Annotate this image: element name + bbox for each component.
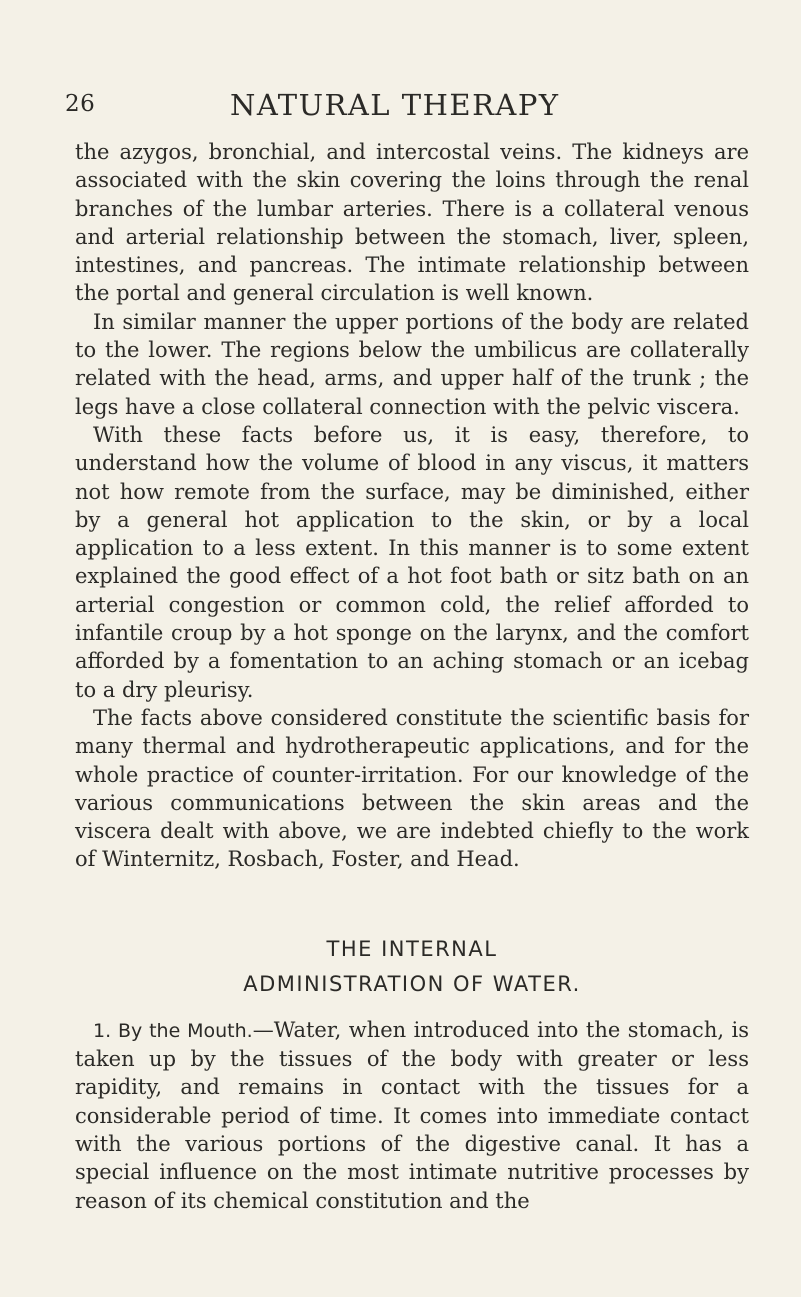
section-paragraph: [75, 1016, 749, 1215]
paragraph-2: In similar manner the upper portions of the body are related to the lower. The regions below the umbilicus are collaterally related with the head, arms, and upper half of the trunk ; the legs have a close collateral connection with the pelvic viscera.: [75, 309, 749, 419]
paragraph-1: the azygos, bronchial, and intercostal veins. The kidneys are associated with the skin covering the loins through the renal branches of the lumbar arteries. There is a collateral venous and arterial relationship between the stomach, liver, spleen, intestines, and pancreas. The intimate relationship between the portal and general circulation is well known.: [75, 140, 749, 306]
running-head: [65, 88, 749, 128]
book-page: [65, 88, 749, 1215]
item-text: —Water, when introduced into the stomach, is taken up by the tissues of the body with greater or less rapidity, and remains in contact with the tissues for a considerable period of time. It comes into immediate contact with the various portions of the digestive canal. It has a special influence on the most intimate nutritive processes by reason of its chemical constitution and the: [75, 1017, 749, 1213]
section-heading-line-1: THE INTERNAL: [326, 936, 498, 961]
paragraph-3: With these facts before us, it is easy, therefore, to understand how the volume of blood in any viscus, it matters not how remote from the surface, may be diminished, either by a general hot application to the skin, or by a local application to a less extent. In this manner is to some extent explained the good effect of a hot foot bath or sitz bath on an arterial congestion or common cold, the relief afforded to infantile croup by a hot sponge on the larynx, and the comfort afforded by a fomentation to an aching stomach or an icebag to a dry pleurisy.: [75, 422, 749, 702]
section-heading-line-2: ADMINISTRATION OF WATER.: [243, 971, 581, 996]
item-label: 1. By the Mouth.: [93, 1019, 253, 1042]
section-heading: [75, 932, 749, 1002]
paragraph-4: The facts above considered constitute the scientific basis for many thermal and hydrotherapeutic applications, and for the whole practice of counter-irritation. For our knowledge of the various communications between the skin areas and the viscera dealt with above, we are indebted chiefly to the work of Winternitz, Rosbach, Foster, and Head.: [75, 705, 749, 872]
running-title: NATURAL THERAPY: [230, 88, 560, 122]
page-number: 26: [65, 91, 96, 117]
